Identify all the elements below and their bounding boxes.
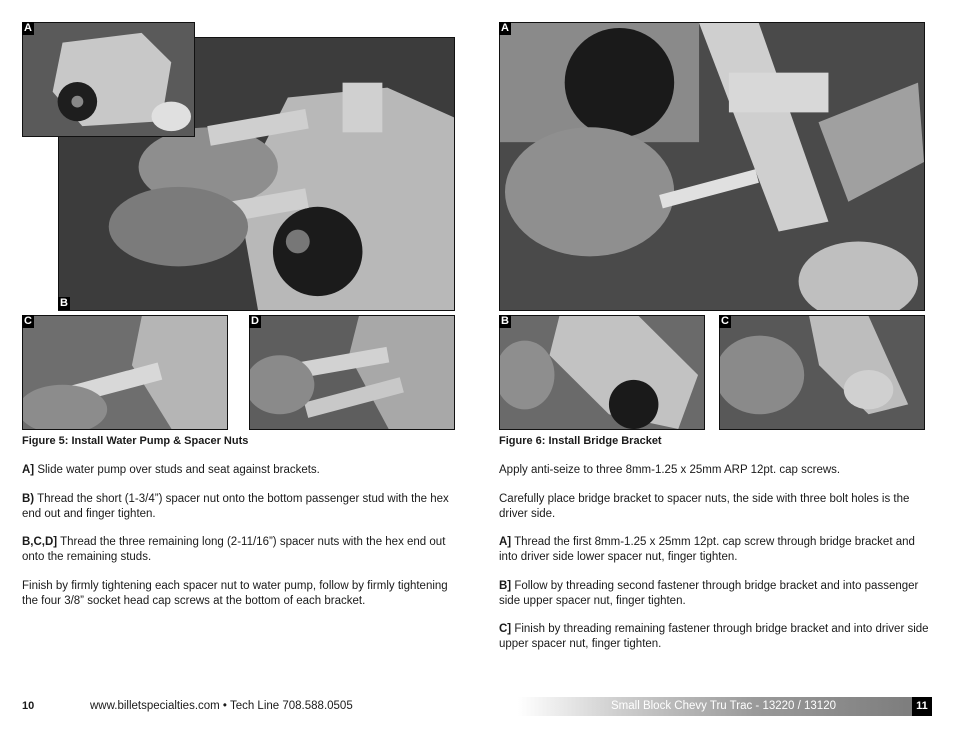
footer-contact: www.billetspecialties.com • Tech Line 708.588.0505 [90,700,353,712]
instruction-step: B,C,D] Thread the three remaining long (2-11/16”) spacer nuts with the hex end out onto the remaining studs. [22,536,446,563]
photo-label: A [22,22,34,35]
spacer-nut-photo-d [249,315,455,430]
instruction-text [22,463,462,622]
bridge-bracket-photo-c [719,315,925,430]
water-pump-inset-photo [22,22,195,137]
footer-title-bar [518,697,912,716]
footer-title: Small Block Chevy Tru Trac - 13220 / 13120 [611,700,836,712]
figure-caption: Figure 5: Install Water Pump & Spacer Nuts [22,435,249,447]
photo-label: B [499,315,511,328]
bridge-bracket-main-photo [499,22,925,311]
page-number: 10 [22,700,35,712]
instruction-step: A] Slide water pump over studs and seat against brackets. [22,464,320,476]
page-number: 11 [912,697,932,716]
instruction-step: B] Follow by threading second fastener through bridge bracket and into passenger side upper spacer nut, finger tighten. [499,579,919,607]
figure-caption: Figure 6: Install Bridge Bracket [499,435,662,447]
photo-label: A [499,22,511,35]
bridge-bracket-photo-b [499,315,705,430]
instruction-step: A] Thread the first 8mm-1.25 x 25mm 12pt. cap screw through bridge bracket and into driver side lower spacer nut, finger tighten. [499,536,915,563]
photo-label: D [249,315,261,328]
instruction-step: B) Thread the short (1-3/4”) spacer nut onto the bottom passenger stud with the hex end out and finger tighten. [22,492,449,520]
instruction-text [499,463,929,666]
instruction-step: Carefully place bridge bracket to spacer nuts, the side with three bolt holes is the driver side. [499,492,910,520]
instruction-step: Apply anti-seize to three 8mm-1.25 x 25mm ARP 12pt. cap screws. [499,464,841,476]
instruction-step: C] Finish by threading remaining fastener through bridge bracket and into driver side upper spacer nut, finger tighten. [499,623,929,650]
spacer-nut-photo-c [22,315,228,430]
instruction-step: Finish by firmly tightening each spacer nut to water pump, follow by firmly tightening the four 3/8” socket head cap screws at the bottom of each bracket. [22,579,448,607]
photo-label: B [58,297,70,310]
photo-label: C [22,315,34,328]
photo-label: C [719,315,731,328]
